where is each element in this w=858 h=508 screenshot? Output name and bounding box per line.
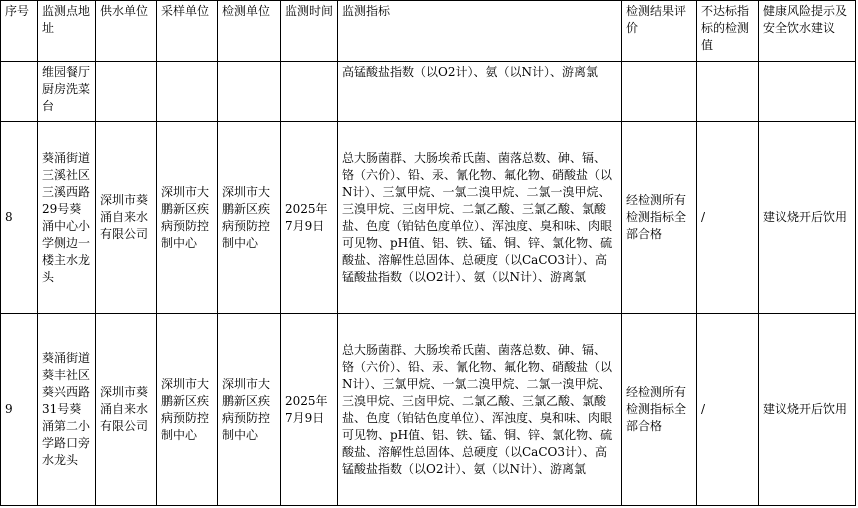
cell-seq — [1, 62, 38, 122]
cell-supplier: 深圳市葵涌自来水有限公司 — [96, 122, 157, 314]
cell-time: 2025年7月9日 — [281, 314, 338, 506]
header-advice: 健康风险提示及安全饮水建议 — [759, 1, 856, 62]
header-indicators: 监测指标 — [338, 1, 622, 62]
header-supplier: 供水单位 — [96, 1, 157, 62]
header-site: 监测点地址 — [38, 1, 96, 62]
cell-result — [622, 62, 697, 122]
cell-indicators: 总大肠菌群、大肠埃希氏菌、菌落总数、砷、镉、铬（六价）、铅、汞、氰化物、氟化物、硝酸盐（以N计）、三氯甲烷、一氯二溴甲烷、二氯一溴甲烷、三溴甲烷、三卤甲烷、二氯乙酸、三氯乙酸、氯酸盐、色度（铂钴色度单位）、浑浊度、臭和味、肉眼可见物、pH值、铝、铁、锰、铜、锌、氯化物、硫酸盐、溶解性总固体、总硬度（以CaCO3计）、高锰酸盐指数（以O2计）、氨（以N计）、游离氯 — [338, 122, 622, 314]
cell-site: 葵涌街道葵丰社区葵兴西路31号葵涌第二小学路口旁水龙头 — [38, 314, 96, 506]
header-row — [1, 1, 856, 62]
cell-nonconform: / — [697, 122, 759, 314]
cell-advice — [759, 62, 856, 122]
cell-time — [281, 62, 338, 122]
cell-time: 2025年7月9日 — [281, 122, 338, 314]
cell-seq: 9 — [1, 314, 38, 506]
header-time: 监测时间 — [281, 1, 338, 62]
cell-supplier — [96, 62, 157, 122]
cell-tester: 深圳市大鹏新区疾病预防控制中心 — [218, 314, 281, 506]
header-nonconform: 不达标指标的检测值 — [697, 1, 759, 62]
cell-site: 葵涌街道三溪社区三溪西路29号葵涌中心小学侧边一楼主水龙头 — [38, 122, 96, 314]
cell-supplier: 深圳市葵涌自来水有限公司 — [96, 314, 157, 506]
cell-sampler: 深圳市大鹏新区疾病预防控制中心 — [157, 314, 218, 506]
continuation-row — [1, 62, 856, 122]
cell-nonconform — [697, 62, 759, 122]
cell-seq: 8 — [1, 122, 38, 314]
header-result: 检测结果评价 — [622, 1, 697, 62]
header-sampler: 采样单位 — [157, 1, 218, 62]
cell-site: 维园餐厅厨房洗菜台 — [38, 62, 96, 122]
cell-sampler — [157, 62, 218, 122]
cell-nonconform: / — [697, 314, 759, 506]
cell-result: 经检测所有检测指标全部合格 — [622, 314, 697, 506]
cell-sampler: 深圳市大鹏新区疾病预防控制中心 — [157, 122, 218, 314]
cell-indicators: 总大肠菌群、大肠埃希氏菌、菌落总数、砷、镉、铬（六价）、铅、汞、氰化物、氟化物、硝酸盐（以N计）、三氯甲烷、一氯二溴甲烷、二氯一溴甲烷、三溴甲烷、三卤甲烷、二氯乙酸、三氯乙酸、氯酸盐、色度（铂钴色度单位）、浑浊度、臭和味、肉眼可见物、pH值、铝、铁、锰、铜、锌、氯化物、硫酸盐、溶解性总固体、总硬度（以CaCO3计）、高锰酸盐指数（以O2计）、氨（以N计）、游离氯 — [338, 314, 622, 506]
cell-advice: 建议烧开后饮用 — [759, 122, 856, 314]
cell-tester — [218, 62, 281, 122]
cell-advice: 建议烧开后饮用 — [759, 314, 856, 506]
table-row — [1, 122, 856, 314]
table-row — [1, 314, 856, 506]
cell-result: 经检测所有检测指标全部合格 — [622, 122, 697, 314]
header-tester: 检测单位 — [218, 1, 281, 62]
cell-indicators: 高锰酸盐指数（以O2计）、氨（以N计）、游离氯 — [338, 62, 622, 122]
cell-tester: 深圳市大鹏新区疾病预防控制中心 — [218, 122, 281, 314]
header-seq: 序号 — [1, 1, 38, 62]
